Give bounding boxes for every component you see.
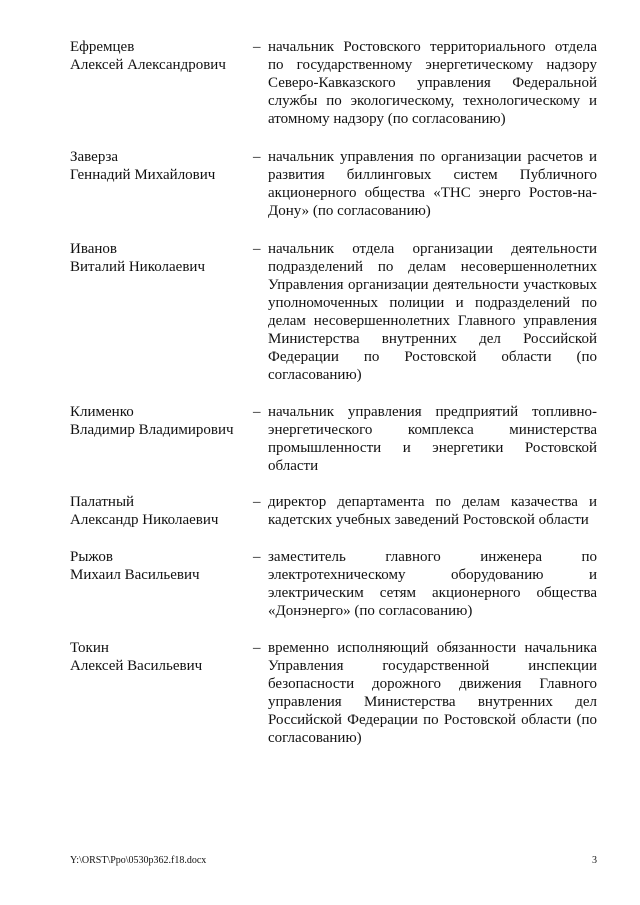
member-surname: Ефремцев	[70, 39, 135, 55]
member-given-names: Виталий Николаевич	[70, 259, 205, 275]
member-name	[70, 38, 250, 74]
dash-separator: –	[253, 494, 261, 510]
member-surname: Палатный	[70, 494, 135, 510]
member-position: начальник управления по организации расчетов и развития биллинговых систем Публичного акционерного общества «ТНС энерго Ростов-на-Дону» (по согласованию)	[268, 149, 597, 219]
member-position: начальник управления предприятий топливно-энергетического комплекса министерства промышленности и энергетики Ростовской области	[268, 404, 597, 474]
footer-file-path: Y:\ORST\Ppo\0530p362.f18.docx	[70, 855, 207, 866]
member-name	[70, 548, 250, 584]
member-surname: Заверза	[70, 149, 119, 165]
dash-separator: –	[253, 39, 261, 55]
member-name	[70, 240, 250, 276]
member-given-names: Владимир Владимирович	[70, 422, 234, 438]
dash-separator: –	[253, 549, 261, 565]
member-name	[70, 148, 250, 184]
page-number: 3	[592, 855, 597, 866]
member-surname: Клименко	[70, 404, 134, 420]
member-surname: Токин	[70, 640, 109, 656]
member-surname: Иванов	[70, 241, 117, 257]
member-given-names: Алексей Александрович	[70, 57, 226, 73]
member-name	[70, 639, 250, 675]
member-name	[70, 493, 250, 529]
member-position: заместитель главного инженера по электротехническому оборудованию и электрическим сетям акционерного общества «Донэнерго» (по согласованию)	[268, 549, 597, 619]
dash-separator: –	[253, 241, 261, 257]
member-given-names: Александр Николаевич	[70, 512, 219, 528]
member-position: временно исполняющий обязанности начальника Управления государственной инспекции безопасности дорожного движения Главного управления Министерства внутренних дел Российской Федерации по Ростовской области (по согласованию)	[268, 640, 597, 746]
member-given-names: Геннадий Михайлович	[70, 167, 216, 183]
member-given-names: Алексей Васильевич	[70, 658, 203, 674]
member-name	[70, 403, 250, 439]
dash-separator: –	[253, 149, 261, 165]
dash-separator: –	[253, 640, 261, 656]
member-position: начальник Ростовского территориального отдела по государственному энергетическому надзору Северо-Кавказского управления Федеральной службы по экологическому, технологическому и атомному надзору (по согласованию)	[268, 39, 597, 127]
dash-separator: –	[253, 404, 261, 420]
member-position: директор департамента по делам казачества и кадетских учебных заведений Ростовской области	[268, 494, 597, 528]
member-position: начальник отдела организации деятельности подразделений по делам несовершеннолетних Управления организации деятельности участковых уполномоченных полиции и подразделений по делам несовершеннолетних Главного управления Министерства внутренних дел Российской Федерации по Ростовской области (по согласованию)	[268, 241, 597, 383]
member-given-names: Михаил Васильевич	[70, 567, 200, 583]
member-surname: Рыжов	[70, 549, 113, 565]
